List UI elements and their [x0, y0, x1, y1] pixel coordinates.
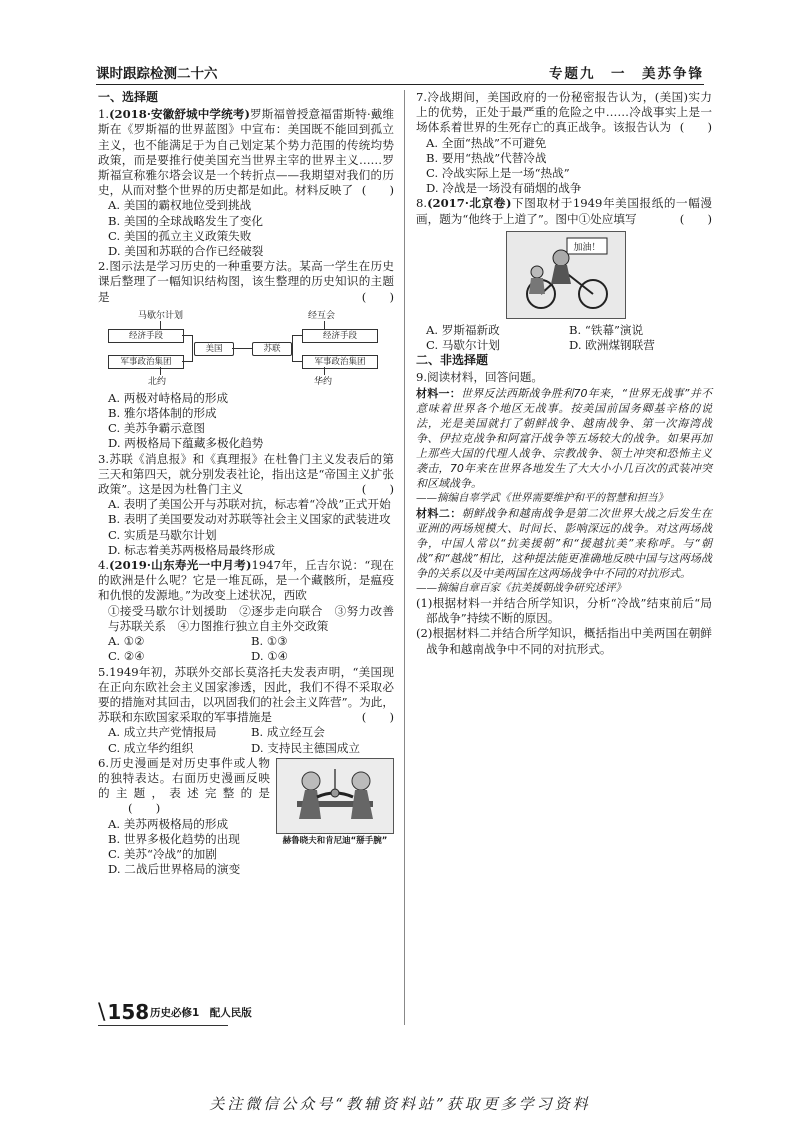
q9-material-2-citation: ——摘编自章百家《抗美援朝战争研究述评》 — [416, 581, 626, 594]
question-8: 8.(2017·北京卷)下图取材于1949年美国报纸的一幅漫画，题为“他终于上道了”。图中①处应填写 ( ) 加油！ A. 罗斯福新政 B. “铁幕”演说 C. 马歇尔计划 D. 欧洲煤钢联营 — [416, 196, 712, 353]
q8-option-c: C. 马歇尔计划 — [426, 338, 500, 353]
q8-cartoon-sign-text: 加油！ — [573, 242, 601, 253]
q2-option-a: A. 两极对峙格局的形成 — [108, 390, 229, 405]
q9-material-2-label: 材料二： — [416, 506, 462, 520]
q8-answer-paren: ( ) — [679, 211, 712, 226]
header-title-right: 专题九 一 美苏争锋 — [549, 66, 704, 82]
q4-option-a: A. ①② — [108, 634, 145, 649]
column-divider — [404, 90, 405, 1025]
handwritten-note: 关注微信公众号“教辅资料站”获取更多学习资料 — [209, 1095, 591, 1113]
q8-source: (2017·北京卷) — [427, 196, 512, 211]
q7-stem: 冷战期间，美国政府的一份秘密报告认为，(美国)实力上的优势，正处于最严重的危险之中……冷战事实上是一场体系着世界的生死存亡的真正战争。该报告认为 — [416, 90, 712, 135]
q5-option-a: A. 成立共产党情报局 — [108, 725, 217, 740]
q2-option-b: B. 雅尔塔体制的形成 — [108, 406, 217, 421]
q4-items: ①接受马歇尔计划援助 ②逐步走向联合 ③努力改善与苏联关系 ④力图推行独立自主外交政策 — [108, 603, 394, 633]
q2-answer-paren: ( ) — [361, 289, 394, 304]
diagram-label-warsaw: 华约 — [314, 376, 333, 387]
q4-option-d: D. ①④ — [251, 649, 289, 664]
q8-option-b: B. “铁幕”演说 — [569, 322, 644, 337]
q9-material-2: 材料二：朝鲜战争和越南战争是第二次世界大战之后发生在亚洲的两场规模大、时间长、影响深远的战争。对这两场战争，中国人常以“抗美援朝”和“援越抗美”来称呼。与“朝战”和“越战”相比，这种提法能更准确地反映中国与这两场战争的关系以及中美两国在这两场战争中不同的对抗形式。 — [416, 506, 713, 580]
q3-option-d: D. 标志着美苏两极格局最终形成 — [108, 542, 275, 557]
q6-cartoon-figure — [276, 758, 394, 849]
q6-stem: 历史漫画是对历史事件或人物的独特表达。右面历史漫画反映的主题，表述完整的是 — [98, 755, 270, 801]
q6-option-b: B. 世界多极化趋势的出现 — [108, 831, 240, 846]
question-5: 5.1949年初，苏联外交部长莫洛托夫发表声明，“美国现在正向东欧社会主义国家渗透，因此，我们不得不采取必要的措施对其回击，以巩固我们的社会主义阵营”。为此，苏联和东欧国家采取的军事措施是 ( ) A. 成立共产党情报局 B. 成立经互会 C. 成立华约组织 D. 支持民主德国成立 — [98, 664, 394, 755]
diagram-label-marshall-plan: 马歇尔计划 — [138, 310, 184, 321]
q8-option-d: D. 欧洲煤钢联营 — [569, 338, 655, 353]
knowledge-structure-diagram — [108, 309, 378, 387]
diagram-box-ussr: 苏联 — [252, 342, 292, 356]
q2-option-d: D. 两极格局下蕴藏多极化趋势 — [108, 436, 264, 451]
left-column — [98, 90, 394, 877]
q4-stem: 1947年，丘吉尔说：“现在的欧洲是什么呢？它是一堆瓦砾，是一个藏骸所，是瘟疫和仇恨的发源地。”为改变上述状况，西欧 — [98, 558, 395, 603]
q3-option-c: C. 实质是马歇尔计划 — [108, 527, 217, 542]
q5-answer-paren: ( ) — [361, 710, 394, 725]
diagram-label-comecon: 经互会 — [308, 310, 336, 321]
page-number: \ 158 — [98, 1000, 150, 1025]
q6-answer-paren: ( ) — [128, 801, 161, 816]
q6-cartoon-image — [276, 758, 394, 834]
q2-option-c: C. 美苏争霸示意图 — [108, 421, 205, 436]
q7-option-d: D. 冷战是一场没有硝烟的战争 — [426, 181, 582, 196]
section-title-nonchoice: 二、非选择题 — [416, 353, 489, 368]
q6-option-c: C. 美苏“冷战”的加剧 — [108, 846, 217, 861]
q5-option-d: D. 支持民主德国成立 — [251, 740, 361, 755]
q4-option-b: B. ①③ — [251, 634, 288, 649]
q6-option-d: D. 二战后世界格局的演变 — [108, 862, 241, 877]
q6-cartoon-caption: 赫鲁晓夫和肯尼迪“掰手腕” — [282, 835, 388, 846]
q1-option-c: C. 美国的孤立主义政策失败 — [108, 228, 252, 243]
question-7: 7.冷战期间，美国政府的一份秘密报告认为，(美国)实力上的优势，正处于最严重的危险之中……冷战事实上是一场体系着世界的生死存亡的真正战争。该报告认为 ( ) A. 全面“热战”不可避免 B. 要用“热战”代替冷战 C. 冷战实际上是一场“热战” D. 冷战是一场没有硝烟的战争 — [416, 90, 712, 196]
q9-stem: 阅读材料，回答问题。 — [427, 370, 544, 385]
q9-subquestion-1: (1)根据材料一并结合所学知识，分析“冷战”结束前后“局部战争”持续不断的原因。 — [416, 596, 712, 626]
diagram-box-econ-right: 经济手段 — [302, 329, 378, 343]
footer-rule — [98, 1025, 228, 1026]
diagram-label-nato: 北约 — [148, 376, 167, 387]
question-6: 赫鲁晓夫和肯尼迪“掰手腕” 6.历史漫画是对历史事件或人物的独特表达。右面历史漫画反映的主题，表述完整的是( ) A. 美苏两极格局的形成 B. 世界多极化趋势的出现 C. 美苏“冷战”的加剧 D. 二战后世界格局的演变 — [98, 756, 394, 878]
q8-cartoon-image — [506, 231, 626, 319]
q6-option-a: A. 美苏两极格局的形成 — [108, 816, 229, 831]
q9-material-1-citation: ——摘编自辜学武《世界需要维护和平的智慧和担当》 — [416, 491, 668, 504]
question-2: 2.图示法是学习历史的一种重要方法。某高一学生在历史课后整理了一幅知识结构图，该生整理的历史知识的主题是 ( ) 马歇尔计划 经互会 经济手段 军事政治集团 美国 苏联 经济手段 军事政治集团 北约 华约 A. 两极对峙格局的形成 B. 雅尔塔体制的形成 C. 美苏争霸示意图 D. 两极格局下蕴藏多极化趋势 — [98, 259, 394, 451]
q3-stem: 苏联《消息报》和《真理报》在杜鲁门主义发表后的第三天和第四天，就分别发表社论，指出这是“帝国主义扩张政策”。这是因为杜鲁门主义 — [98, 451, 394, 497]
q1-option-b: B. 美国的全球战略发生了变化 — [108, 213, 264, 228]
diagram-box-mil-left: 军事政治集团 — [108, 355, 184, 369]
question-4: 4.(2019·山东寿光一中月考)1947年，丘吉尔说：“现在的欧洲是什么呢？它是一堆瓦砾，是一个藏骸所，是瘟疫和仇恨的发源地。”为改变上述状况，西欧 ①接受马歇尔计划援助 ②逐步走向联合 ③努力改善与苏联关系 ④力图推行独立自主外交政策 A. ①② B. ①③ C. ②④ D. ①④ — [98, 558, 395, 664]
q1-stem: 罗斯福曾授意福雷斯特·戴维斯在《罗斯福的世界蓝图》中宣布：美国既不能回到孤立主义，也不能满足于为自己划定某个势力范围的传统均势政策，而是要推行使美国充当世界主宰的世界主义……罗斯福宣称雅尔塔会议是一个转折点——我期望对我们的历史，从而对整个世界的历史都是如此。材料反映了 — [98, 107, 395, 198]
q4-source: (2019·山东寿光一中月考) — [109, 558, 252, 573]
q7-option-b: B. 要用“热战”代替冷战 — [426, 150, 547, 165]
q3-option-a: A. 表明了美国公开与苏联对抗，标志着“冷战”正式开始 — [108, 497, 391, 512]
q9-subquestion-2: (2)根据材料二并结合所学知识，概括指出中美两国在朝鲜战争和越南战争中不同的对抗形式。 — [416, 626, 712, 656]
q4-option-c: C. ②④ — [108, 649, 145, 664]
header-rule — [96, 84, 704, 85]
q3-answer-paren: ( ) — [361, 482, 394, 497]
q1-answer-paren: ( ) — [361, 183, 394, 198]
q7-option-c: C. 冷战实际上是一场“热战” — [426, 166, 570, 181]
diagram-box-econ-left: 经济手段 — [108, 329, 184, 343]
q3-option-b: B. 表明了美国要发动对苏联等社会主义国家的武装进攻 — [108, 512, 391, 527]
q9-material-1-label: 材料一： — [416, 386, 462, 400]
book-title: 历史必修1 配人民版 — [150, 1007, 252, 1019]
q5-stem: 1949年初，苏联外交部长莫洛托夫发表声明，“美国现在正向东欧社会主义国家渗透，因此，我们不得不采取必要的措施对其回击，以巩固我们的社会主义阵营”。为此，苏联和东欧国家采取的军事措施是 — [98, 664, 394, 725]
q1-option-d: D. 美国和苏联的合作已经破裂 — [108, 244, 264, 259]
section-title-choice: 一、选择题 — [98, 90, 159, 104]
q7-answer-paren: ( ) — [679, 120, 712, 135]
q1-source: (2018·安徽舒城中学统考) — [109, 107, 250, 122]
diagram-box-mil-right: 军事政治集团 — [302, 355, 378, 369]
q8-stem: 下图取材于1949年美国报纸的一幅漫画，题为“他终于上道了”。图中①处应填写 — [416, 196, 712, 226]
header-title-left: 课时跟踪检测二十六 — [96, 66, 218, 82]
right-column — [416, 90, 712, 657]
question-3: 3.苏联《消息报》和《真理报》在杜鲁门主义发表后的第三天和第四天，就分别发表社论，指出这是“帝国主义扩张政策”。这是因为杜鲁门主义 ( ) A. 表明了美国公开与苏联对抗，标志着“冷战”正式开始 B. 表明了美国要发动对苏联等社会主义国家的武装进攻 C. 实质是马歇尔计划 D. 标志着美苏两极格局最终形成 — [98, 451, 394, 557]
q9-material-1: 材料一：世界反法西斯战争胜利70年来，“世界无战事”并不意味着世界各个地区无战事。按美国前国务卿基辛格的说法，光是美国就打了朝鲜战争、越南战争、第一次海湾战争、伊拉克战争和阿富汗战争等五场较大的战争。如果再加上那些大国的代理人战争、宗教战争、领土冲突和恐怖主义袭击，70年来在世界各地发生了大大小小几百次的武装冲突和区域战争。 — [416, 386, 712, 490]
q1-option-a: A. 美国的霸权地位受到挑战 — [108, 198, 252, 213]
question-1: 1.(2018·安徽舒城中学统考)罗斯福曾授意福雷斯特·戴维斯在《罗斯福的世界蓝图》中宣布：美国既不能回到孤立主义，也不能满足于为自己划定某个势力范围的传统均势政策，而是要推行使美国充当世界主宰的世界主义……罗斯福宣称雅尔塔会议是一个转折点——我期望对我们的历史，从而对整个世界的历史都是如此。材料反映了 ( ) A. 美国的霸权地位受到挑战 B. 美国的全球战略发生了变化 C. 美国的孤立主义政策失败 D. 美国和苏联的合作已经破裂 — [98, 107, 395, 259]
q8-option-a: A. 罗斯福新政 — [426, 322, 500, 337]
q2-stem: 图示法是学习历史的一种重要方法。某高一学生在历史课后整理了一幅知识结构图，该生整理的历史知识的主题是 — [98, 259, 394, 304]
diagram-box-usa: 美国 — [194, 342, 234, 356]
q7-option-a: A. 全面“热战”不可避免 — [426, 135, 547, 150]
question-9: 9.阅读材料，回答问题。 材料一：世界反法西斯战争胜利70年来，“世界无战事”并不意味着世界各个地区无战事。按美国前国务卿基辛格的说法，光是美国就打了朝鲜战争、越南战争、第一次海湾战争、伊拉克战争和阿富汗战争等五场较大的战争。如果再加上那些大国的代理人战争、宗教战争、领土冲突和恐怖主义袭击，70年来在世界各地发生了大大小小几百次的武装冲突和区域战争。 ——摘编自辜学武《世界需要维护和平的智慧和担当》 材料二：朝鲜战争和越南战争是第二次世界大战之后发生在亚洲的两场规模大、时间长、影响深远的战争。对这两场战争，中国人常以“抗美援朝”和“援越抗美”来称呼。与“朝战”和“越战”相比，这种提法能更准确地反映中国与这两场战争的关系以及中美两国在这两场战争中不同的对抗形式。 ——摘编自章百家《抗美援朝战争研究述评》 (1)根据材料一并结合所学知识，分析“冷战”结束前后“局部战争”持续不断的原因。 (2)根据材料二并结合所学知识，概括指出中美两国在朝鲜战争和越南战争中不同的对抗形式。 — [416, 370, 713, 656]
q5-option-c: C. 成立华约组织 — [108, 740, 194, 755]
q5-option-b: B. 成立经互会 — [251, 725, 325, 740]
